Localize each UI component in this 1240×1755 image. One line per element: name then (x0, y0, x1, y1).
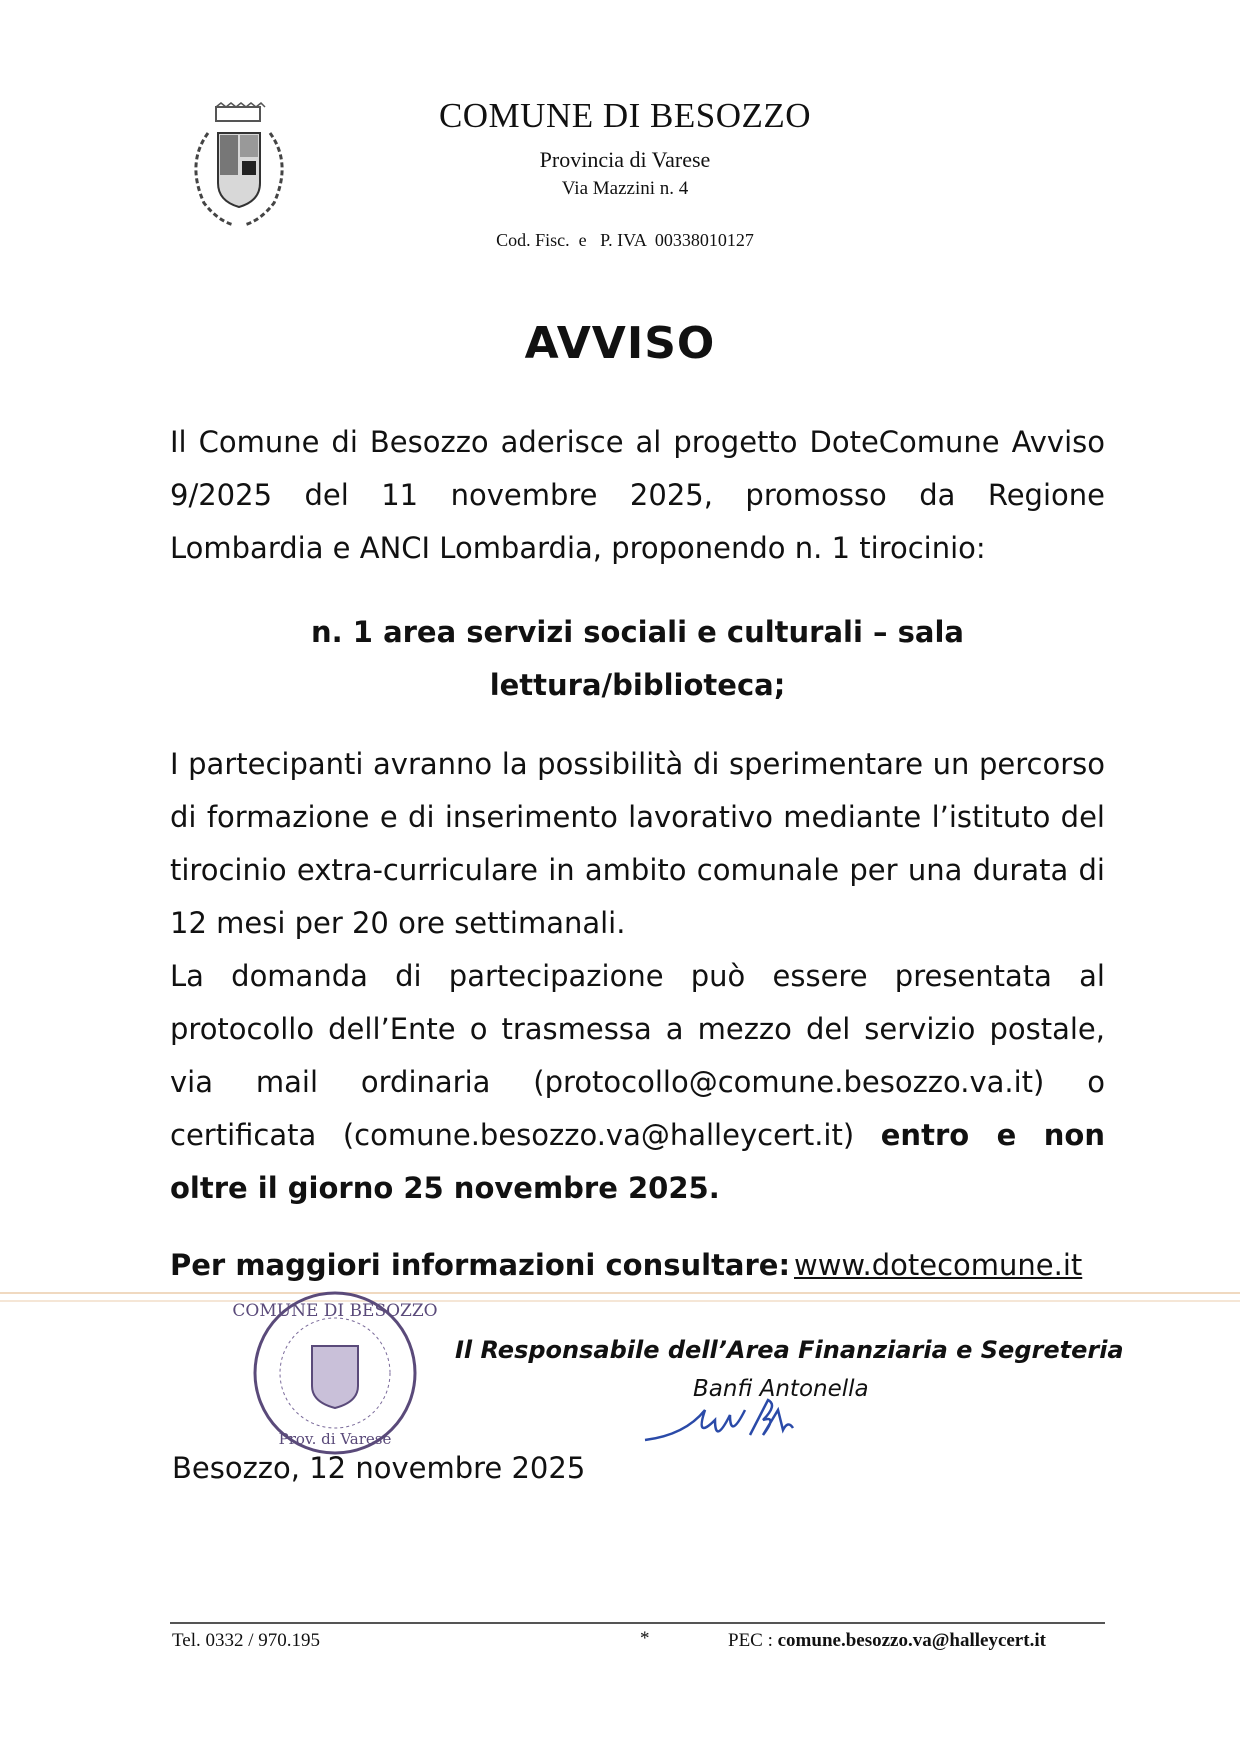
scan-artifact-line (0, 1300, 1240, 1302)
stamp-text-top: COMUNE DI BESOZZO (232, 1301, 438, 1321)
stamp-text-bottom: Prov. di Varese (278, 1430, 392, 1448)
more-info-label: Per maggiori informazioni consultare: (170, 1248, 791, 1282)
footer-pec-label: PEC : (728, 1630, 778, 1651)
application-text: La domanda di partecipazione può essere presentata al protocollo dell’Ente o trasmessa a mezzo del servizio postale, via mail ordinaria (protocollo@comune.besozzo.va.it) o certificata (comune.besozzo.va@halleycert.it) (170, 959, 1105, 1152)
footer-pec (728, 1630, 1046, 1652)
deadline-text: entro e non oltre il giorno 25 novembre 2025. (170, 1118, 1105, 1205)
footer-divider (170, 1622, 1105, 1624)
coat-of-arms-icon (178, 103, 300, 233)
org-address: Via Mazzini n. 4 (561, 178, 689, 199)
footer-separator: * (640, 1628, 650, 1649)
intro-paragraph: Il Comune di Besozzo aderisce al progetto DoteComune Avviso 9/2025 del 11 novembre 2025, promosso da Regione Lombardia e ANCI Lombardia, proponendo n. 1 tirocinio: (170, 425, 1105, 565)
application-paragraph (170, 950, 1105, 1215)
dotecomune-link[interactable]: www.dotecomune.it (794, 1248, 1083, 1282)
official-stamp-icon (232, 1288, 438, 1458)
signer-role: Il Responsabile dell’Area Finanziaria e Segreteria (455, 1336, 1124, 1364)
org-province: Provincia di Varese (539, 147, 711, 172)
handwritten-signature-icon (640, 1385, 870, 1455)
notice-title: AVVISO (524, 318, 716, 369)
org-name: COMUNE DI BESOZZO (438, 96, 812, 135)
position-offered: n. 1 area servizi sociali e culturali – sala lettura/biblioteca; (311, 615, 964, 702)
org-tax-id: Cod. Fisc. e P. IVA 00338010127 (496, 230, 754, 250)
footer-telephone: Tel. 0332 / 970.195 (172, 1630, 321, 1651)
signer-name: Banfi Antonella (693, 1376, 869, 1402)
body-paragraphs (170, 738, 1105, 1215)
scan-artifact-line (0, 1292, 1240, 1294)
description-paragraph: I partecipanti avranno la possibilità di sperimentare un percorso di formazione e di inserimento lavorativo mediante l’istituto del tirocinio extra-curriculare in ambito comunale per una durata di 12 mesi per 20 ore settimanali. (170, 747, 1105, 940)
footer-pec-email[interactable]: comune.besozzo.va@halleycert.it (777, 1630, 1046, 1651)
place-and-date: Besozzo, 12 novembre 2025 (172, 1451, 586, 1485)
